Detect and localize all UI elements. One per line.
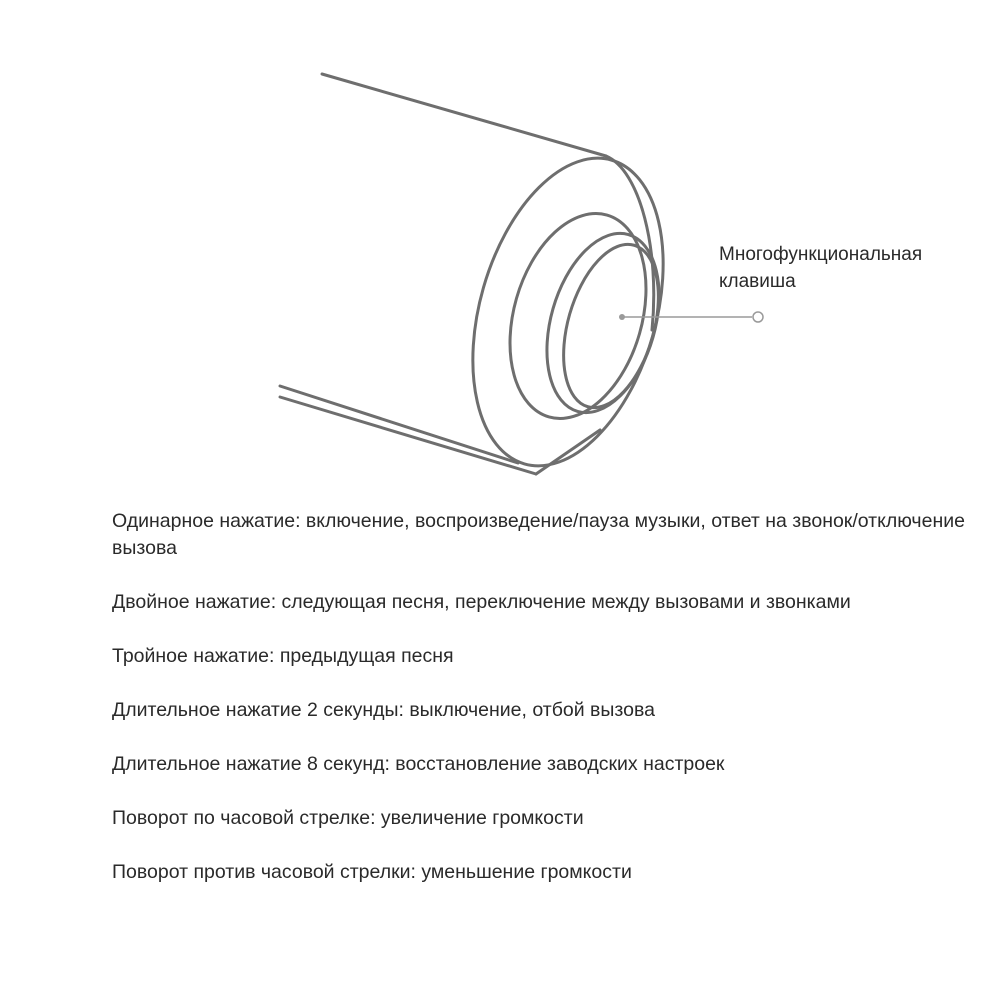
body-bottom-edge [280, 386, 518, 463]
instruction-rotate-clockwise: Поворот по часовой стрелке: увеличение громкости [112, 807, 584, 829]
instruction-double-press: Двойное нажатие: следующая песня, переключение между вызовами и звонками [112, 591, 851, 613]
instruction-single-press: Одинарное нажатие: включение, воспроизведение/пауза музыки, ответ на звонок/отключение вызова [112, 510, 965, 559]
instruction-long-press-8s: Длительное нажатие 8 секунд: восстановление заводских настроек [112, 753, 725, 775]
instruction-long-press-2s: Длительное нажатие 2 секунды: выключение, отбой вызова [112, 699, 655, 721]
inner-ring [488, 197, 669, 434]
instruction-triple-press: Тройное нажатие: предыдущая песня [112, 645, 454, 667]
callout-anchor-dot [619, 314, 625, 320]
multifunction-key-label: Многофункциональная клавиша [719, 244, 923, 292]
instruction-list [112, 508, 972, 913]
instruction-rotate-counterclockwise: Поворот против часовой стрелки: уменьшение громкости [112, 861, 632, 883]
callout-end-circle [753, 312, 763, 322]
body-bottom-edge-inner [280, 397, 536, 474]
body-top-edge [322, 74, 606, 156]
end-cap-lower-rim [536, 430, 600, 474]
